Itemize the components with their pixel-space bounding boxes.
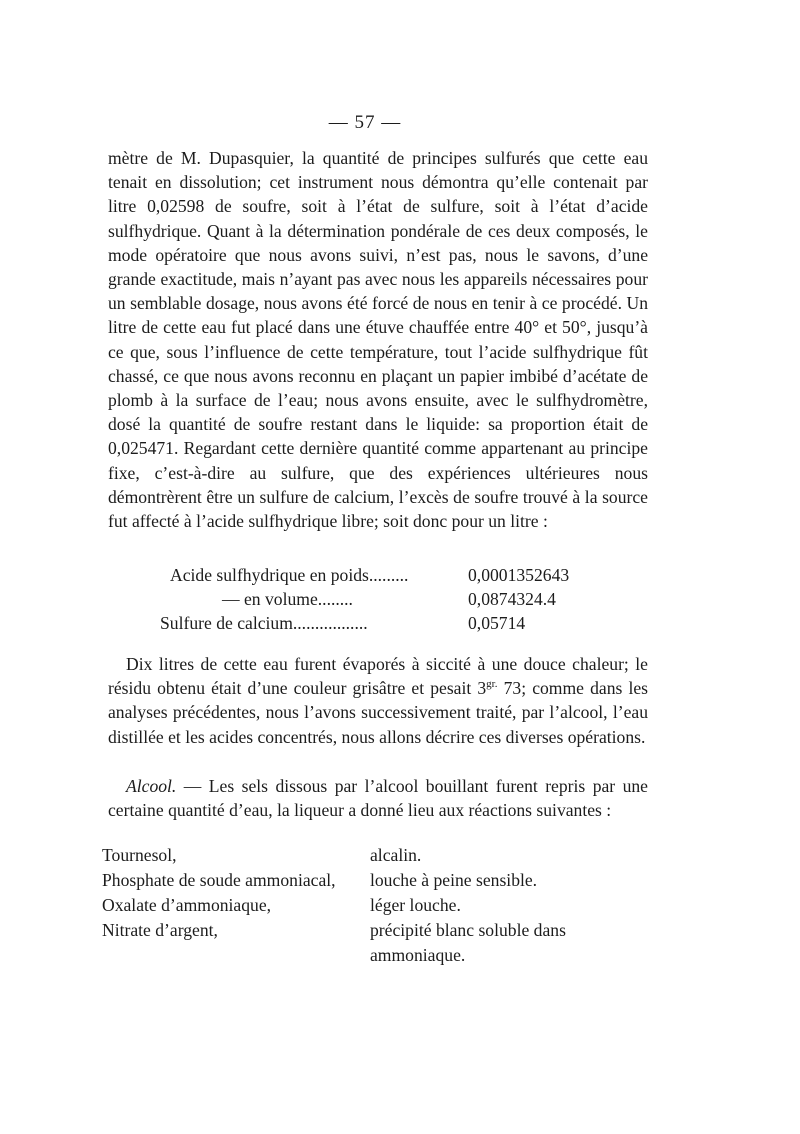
paragraph-2-text-end: 73; comme dans les analyses précédentes, nous l’avons successivement traité, par l’alcool, l’eau distillée et les acides concentrés, nous allons décrire ces diverses opérations.	[108, 678, 648, 747]
paragraph-3-text: — Les sels dissous par l’alcool bouillant furent repris par une certaine quantité d’eau, la liqueur a donné lieu aux réactions suivantes :	[108, 776, 648, 821]
row-label: Acide sulfhydrique en poids.........	[170, 565, 409, 585]
row-value: 0,0001352643	[468, 565, 570, 585]
reagent: Oxalate d’ammoniaque,	[102, 895, 272, 915]
table-row	[160, 565, 660, 589]
list-item	[102, 918, 662, 968]
paragraph-2	[108, 652, 648, 749]
composition-table	[160, 565, 660, 637]
reactions-list	[102, 843, 662, 968]
row-value: 0,05714	[468, 613, 526, 633]
list-item	[102, 843, 662, 868]
section-lead-alcool: Alcool.	[126, 776, 177, 796]
row-label: — en volume........	[222, 589, 353, 609]
paragraph-2-text: Dix litres de cette eau furent évaporés à siccité à une douce chaleur; le résidu obtenu était d’une couleur grisâtre et pesait 3	[108, 654, 648, 699]
reaction-result: précipité blanc soluble dans ammoniaque.	[370, 920, 566, 965]
paragraph-1: mètre de M. Dupasquier, la quantité de principes sulfurés que cette eau tenait en dissolution; cet instrument nous démontra qu’elle contenait par litre 0,02598 de soufre, soit à l’état de sulfure, soit à l’état d’acide sulfhydrique. Quant à la détermination pondérale de ces deux composés, le mode opératoire que nous avons suivi, n’est pas, nous le savons, d’une grande exactitude, mais n’ayant pas avec nous les appareils nécessaires pour un semblable dosage, nous avons été forcé de nous en tenir à ce procédé. Un litre de cette eau fut placé dans une étuve chauffée entre 40° et 50°, jusqu’à ce que, sous l’influence de cette température, tout l’acide sulfhydrique fût chassé, ce que nous avons reconnu en plaçant un papier imbibé d’acétate de plomb à la surface de l’eau; nous avons ensuite, avec le sulfhydromètre, dosé la quantité de soufre restant dans le liquide: sa proportion était de 0,025471. Regardant cette dernière quantité comme appartenant au principe fixe, c’est-à-dire au sulfure, que des expériences ultérieures nous démontrèrent être un sulfure de calcium, l’excès de soufre trouvé à la source fut affecté à l’acide sulfhydrique libre; soit donc pour un litre :	[108, 148, 648, 532]
list-item	[102, 868, 662, 893]
row-value: 0,0874324.4	[468, 589, 556, 609]
row-label: Sulfure de calcium.................	[160, 613, 368, 633]
page-number: — 57 —	[328, 112, 402, 133]
table-row	[160, 589, 660, 613]
gram-superscript: gr.	[486, 678, 498, 691]
list-item	[102, 893, 662, 918]
reagent: Tournesol,	[102, 845, 177, 865]
reagent: Nitrate d’argent,	[102, 920, 218, 940]
reaction-result: louche à peine sensible.	[370, 870, 538, 890]
table-row	[160, 613, 660, 637]
reagent: Phosphate de soude ammoniacal,	[102, 870, 336, 890]
reaction-result: léger louche.	[370, 895, 461, 915]
reaction-result: alcalin.	[370, 845, 422, 865]
paragraph-3	[108, 774, 648, 822]
